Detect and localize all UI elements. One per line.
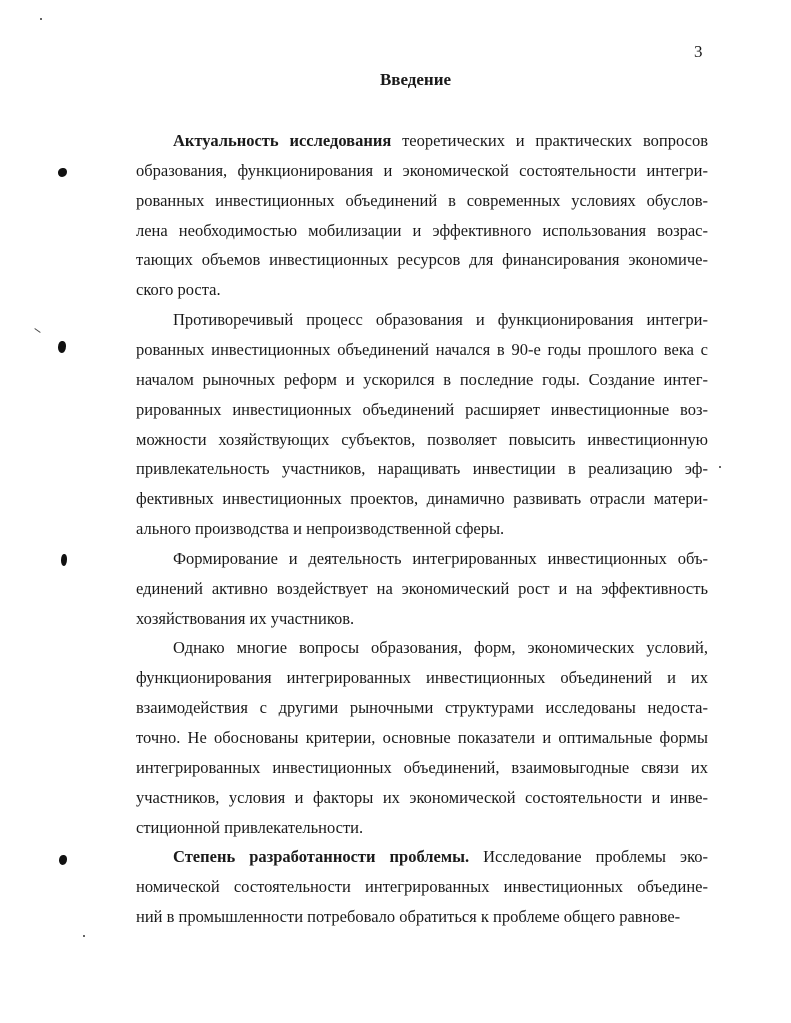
line-text: единений активно воздействует на экономический рост и на эффективность [136, 578, 708, 598]
text-line [173, 305, 708, 335]
text-line [136, 156, 708, 186]
text-line [136, 574, 708, 604]
line-text: интегрированных инвестиционных объединений, взаимовыгодные связи их [136, 757, 708, 777]
line-text: образования, функционирования и экономической состоятельности интегри- [136, 160, 708, 180]
text-line [136, 484, 708, 514]
line-text: Однако многие вопросы образования, форм, экономических условий, [173, 638, 708, 658]
text-line [136, 813, 708, 843]
line-text: ского роста. [136, 280, 221, 300]
line-text: рованных инвестиционных объединений в современных условиях обуслов- [136, 190, 708, 210]
line-text: ального производства и непроизводственной сферы. [136, 519, 505, 539]
text-line [173, 633, 708, 663]
margin-ink-blot [61, 554, 67, 566]
line-text: стиционной привлекательности. [136, 817, 364, 837]
text-line [136, 275, 708, 305]
text-line [136, 454, 708, 484]
text-line [136, 693, 708, 723]
line-text: Формирование и деятельность интегрированных инвестиционных объ- [173, 548, 708, 568]
line-text: номической состоятельности интегрированных инвестиционных объедине- [136, 877, 708, 897]
text-line [136, 216, 708, 246]
line-text: функционирования интегрированных инвестиционных объединений и их [136, 668, 708, 688]
scan-speck [719, 466, 721, 468]
text-line [136, 783, 708, 813]
line-text: привлекательность участников, наращивать инвестиции в реализацию эф- [136, 459, 708, 479]
line-text: Исследование проблемы эко- [469, 847, 708, 867]
text-line [173, 842, 708, 872]
text-line [136, 723, 708, 753]
page-number: 3 [694, 42, 703, 61]
text-line [136, 425, 708, 455]
margin-ink-blot [59, 855, 67, 865]
text-line [136, 245, 708, 275]
text-line [136, 753, 708, 783]
line-text: лена необходимостью мобилизации и эффективного использования возрас- [136, 220, 708, 240]
text-line [173, 544, 708, 574]
bold-lead-in: Актуальность исследования [173, 131, 392, 150]
line-text: хозяйствования их участников. [136, 608, 355, 628]
line-text: можности хозяйствующих субъектов, позволяет повысить инвестиционную [136, 429, 708, 449]
text-line [136, 335, 708, 365]
line-text: взаимодействия с другими рыночными структурами исследованы недоста- [136, 698, 708, 718]
scan-speck [83, 935, 85, 937]
text-line [136, 186, 708, 216]
line-text: фективных инвестиционных проектов, динамично развивать отрасли матери- [136, 489, 708, 509]
page-title: Введение [379, 70, 452, 89]
line-text: точно. Не обоснованы критерии, основные показатели и оптимальные формы [136, 728, 708, 747]
margin-ink-tick [34, 328, 40, 333]
text-line [136, 604, 708, 634]
text-line [136, 872, 708, 902]
line-text: ний в промышленности потребовало обратиться к проблеме общего равнове- [136, 907, 681, 927]
text-line [136, 395, 708, 425]
text-line [136, 514, 708, 544]
text-line [136, 663, 708, 693]
margin-ink-blot [58, 341, 66, 353]
margin-ink-blot [58, 168, 67, 177]
line-text: рованных инвестиционных объединений начался в 90-е годы прошлого века с [136, 339, 708, 359]
text-line [173, 126, 708, 156]
bold-lead-in: Степень разработанности проблемы. [173, 847, 470, 867]
scan-speck [40, 18, 42, 20]
line-text: началом рыночных реформ и ускорился в последние годы. Создание интег- [136, 369, 708, 389]
line-text: Противоречивый процесс образования и функционирования интегри- [173, 310, 708, 330]
text-line [136, 365, 708, 395]
line-text: участников, условия и факторы их экономической состоятельности и инве- [136, 787, 708, 807]
line-text: теоретических и практических вопросов [391, 131, 708, 150]
line-text: тающих объемов инвестиционных ресурсов для финансирования экономиче- [136, 250, 708, 270]
text-line [136, 902, 708, 932]
line-text: рированных инвестиционных объединений расширяет инвестиционные воз- [136, 399, 708, 419]
